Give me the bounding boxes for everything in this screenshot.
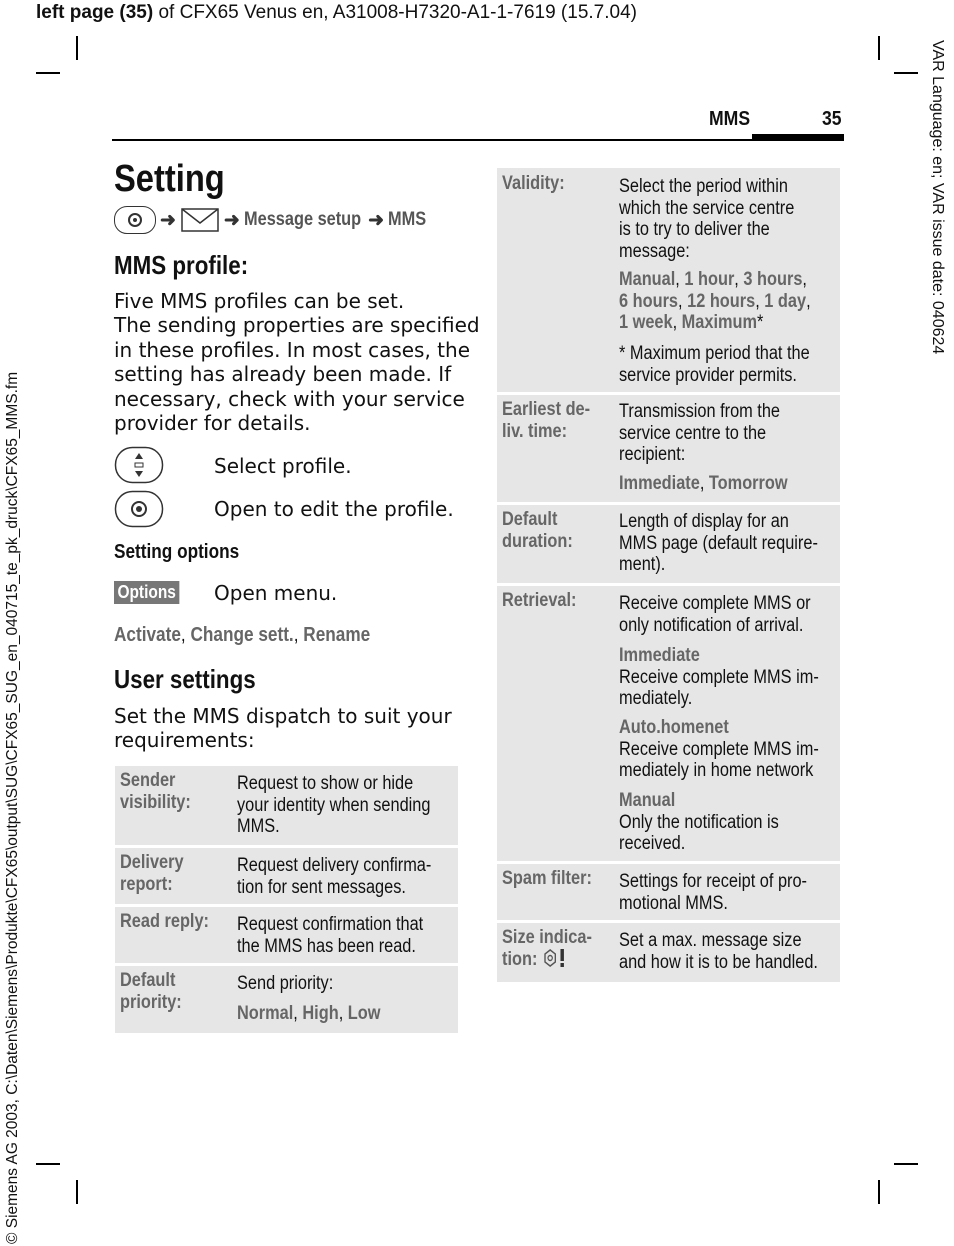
menu-items: Activate, Change sett., Rename xyxy=(114,624,371,646)
select-profile-text: Select profile. xyxy=(214,454,352,478)
user-settings-description: Set the MMS dispatch to suit your requirements: xyxy=(114,704,452,753)
crop-mark xyxy=(36,1163,60,1165)
section-heading: MMS profile: xyxy=(114,250,249,280)
row-text: Send priority: xyxy=(237,973,334,994)
row-label: Default priority: xyxy=(120,970,182,1013)
row-text: Request to show or hide your identity when sending MMS. xyxy=(237,773,431,838)
size-indication-icon xyxy=(542,948,571,968)
row-text: Select the period within which the service centre is to try to deliver the message: xyxy=(619,176,795,262)
row-text: Receive complete MMS or only notification of arrival. xyxy=(619,593,811,636)
center-key-icon xyxy=(114,490,164,528)
row-label: Delivery report: xyxy=(120,852,184,895)
table-row xyxy=(497,395,840,505)
crop-mark xyxy=(894,72,918,74)
side-text-right: VAR Language: en; VAR issue date: 040624 xyxy=(929,40,946,355)
user-settings-table-continued xyxy=(497,168,840,982)
row-text: Set a max. message size and how it is to be handled. xyxy=(619,930,818,973)
row-text: Settings for receipt of pro- motional MMS. xyxy=(619,871,808,914)
table-row xyxy=(115,766,458,848)
crop-mark xyxy=(878,36,880,60)
options-softkey: Options xyxy=(114,581,190,604)
row-values: Manual, 1 hour, 3 hours, 6 hours, 12 hours, 1 day, 1 week, Maximum* xyxy=(619,269,811,334)
menu-item-change-sett: Change sett. xyxy=(190,624,294,646)
row-text: Request confirmation that the MMS has been read. xyxy=(237,914,424,957)
page-id: left page (35) xyxy=(36,2,154,23)
table-row xyxy=(115,966,458,1033)
menu-path xyxy=(114,205,432,235)
header-rule xyxy=(112,139,844,141)
row-label: Read reply: xyxy=(120,911,209,932)
row-values: Immediate, Tomorrow xyxy=(619,473,788,494)
user-settings-table xyxy=(115,766,458,1033)
table-row xyxy=(497,864,840,923)
page-title: Setting xyxy=(114,158,225,200)
row-text: Length of display for an MMS page (default require- ment). xyxy=(619,511,818,576)
row-label: Earliest de- liv. time: xyxy=(502,399,591,442)
row-label: Retrieval: xyxy=(502,590,577,611)
row-text: Transmission from the service centre to the recipient: xyxy=(619,401,781,466)
open-menu-text: Open menu. xyxy=(214,581,338,605)
retrieval-option: Auto.homenet Receive complete MMS im- mediately in home network xyxy=(619,717,819,782)
arrow-icon: ➜ xyxy=(223,209,240,231)
row-label: Spam filter: xyxy=(502,868,592,889)
row-values: Normal, High, Low xyxy=(237,1003,381,1024)
section-heading: User settings xyxy=(114,664,256,694)
path-step: MMS xyxy=(388,209,427,230)
retrieval-option: Immediate Receive complete MMS im- mediately. xyxy=(619,645,819,710)
document-header-line xyxy=(36,2,637,24)
table-row xyxy=(115,848,458,907)
side-text-left: © Siemens AG 2003, C:\Daten\Siemens\Produkte\CFX65\output\SUG\CFX65_SUG_en_040715_te_pk_druck\CFX65_MMS.fm xyxy=(4,371,21,1244)
row-label: Sender visibility: xyxy=(120,770,191,813)
header-section: MMS xyxy=(709,108,751,130)
page-number: 35 xyxy=(822,108,842,130)
setting-options-heading: Setting options xyxy=(114,541,240,563)
path-step: Message setup xyxy=(243,209,362,230)
doc-id: of CFX65 Venus en, A31008-H7320-A1-1-7619 (15.7.04) xyxy=(153,2,637,23)
table-row xyxy=(497,168,840,395)
scroll-key-icon xyxy=(114,446,164,484)
row-label: Size indica- tion: xyxy=(502,927,592,970)
menu-item-activate: Activate xyxy=(114,624,181,646)
envelope-icon xyxy=(180,207,220,233)
retrieval-option: Manual Only the notification is received. xyxy=(619,790,779,855)
menu-item-rename: Rename xyxy=(303,624,371,646)
open-profile-text: Open to edit the profile. xyxy=(214,497,454,521)
table-row xyxy=(497,923,840,982)
table-row xyxy=(497,586,840,864)
crop-mark xyxy=(36,72,60,74)
crop-mark xyxy=(76,1180,78,1204)
crop-mark xyxy=(878,1180,880,1204)
row-text: Request delivery confirma- tion for sent messages. xyxy=(237,855,432,898)
row-label: Default duration: xyxy=(502,509,573,552)
profile-description: Five MMS profiles can be set. The sending properties are specified in these profiles. In most cases, the setting has already been made. If necessary, check with your service provider for details. xyxy=(114,289,480,436)
navigation-key-icon xyxy=(114,206,156,234)
crop-mark xyxy=(76,36,78,60)
row-label: Validity: xyxy=(502,173,565,194)
table-row xyxy=(497,505,840,586)
arrow-icon: ➜ xyxy=(368,209,384,231)
arrow-icon: ➜ xyxy=(160,209,176,231)
crop-mark xyxy=(894,1163,918,1165)
table-row xyxy=(115,907,458,966)
row-note: * Maximum period that the service provider permits. xyxy=(619,343,810,386)
